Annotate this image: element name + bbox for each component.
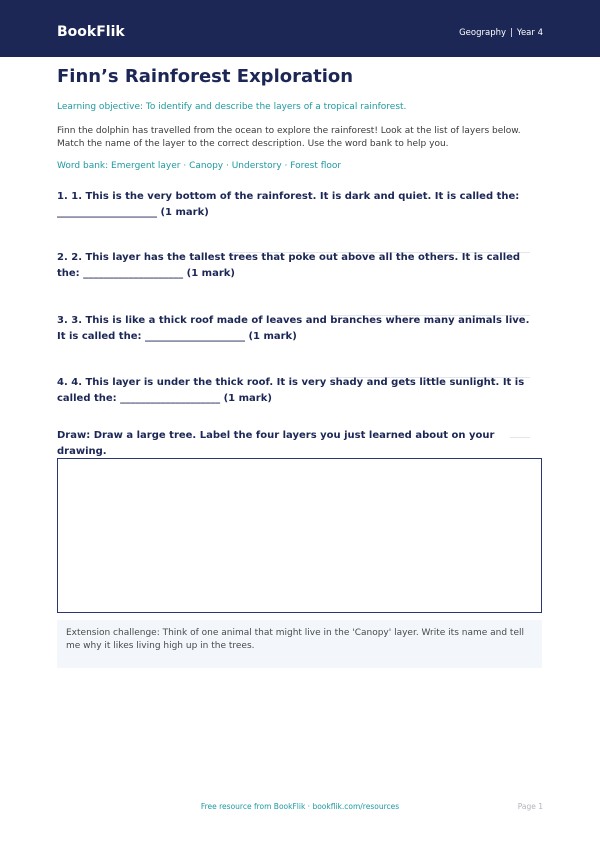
year-label: Year 4 [516,28,543,38]
question-3: 3. 3. This is like a thick roof made of leaves and branches where many animals live. It is called the: ____________________ (1 mark) [57,315,530,342]
header-separator: | [510,28,513,38]
subject-year-label [459,28,543,38]
question-2: 2. 2. This layer has the tallest trees that poke out above all the others. It is called the: ____________________ (1 mark) [57,252,521,279]
question-1: 1. 1. This is the very bottom of the rainforest. It is dark and quiet. It is called the: ____________________ (1 mark) [57,191,520,218]
extension-challenge: Extension challenge: Think of one animal that might live in the 'Canopy' layer. Write its name and tell me why it likes living high up in the trees. [57,620,542,668]
brand-logo: BookFlik [57,24,125,40]
question-4: 4. 4. This layer is under the thick roof. It is very shady and gets little sunlight. It is called the: ____________________ (1 mark) [57,377,525,404]
intro-text: Finn the dolphin has travelled from the ocean to explore the rainforest! Look at the list of layers below. Match the name of the layer to the correct description. Use the word bank to help you. [57,126,521,149]
learning-objective: Learning objective: To identify and describe the layers of a tropical rainforest. [57,102,407,112]
subject-label: Geography [459,28,507,38]
draw-prompt: Draw: Draw a large tree. Label the four layers you just learned about on your drawing. [57,430,495,457]
header-bar [0,0,600,57]
page-number: Page 1 [517,802,543,811]
drawing-area[interactable] [57,458,542,613]
footer-credit: Free resource from BookFlik · bookflik.com/resources [200,802,400,811]
word-bank: Word bank: Emergent layer · Canopy · Understory · Forest floor [57,161,342,171]
page-title: Finn’s Rainforest Exploration [57,66,354,87]
